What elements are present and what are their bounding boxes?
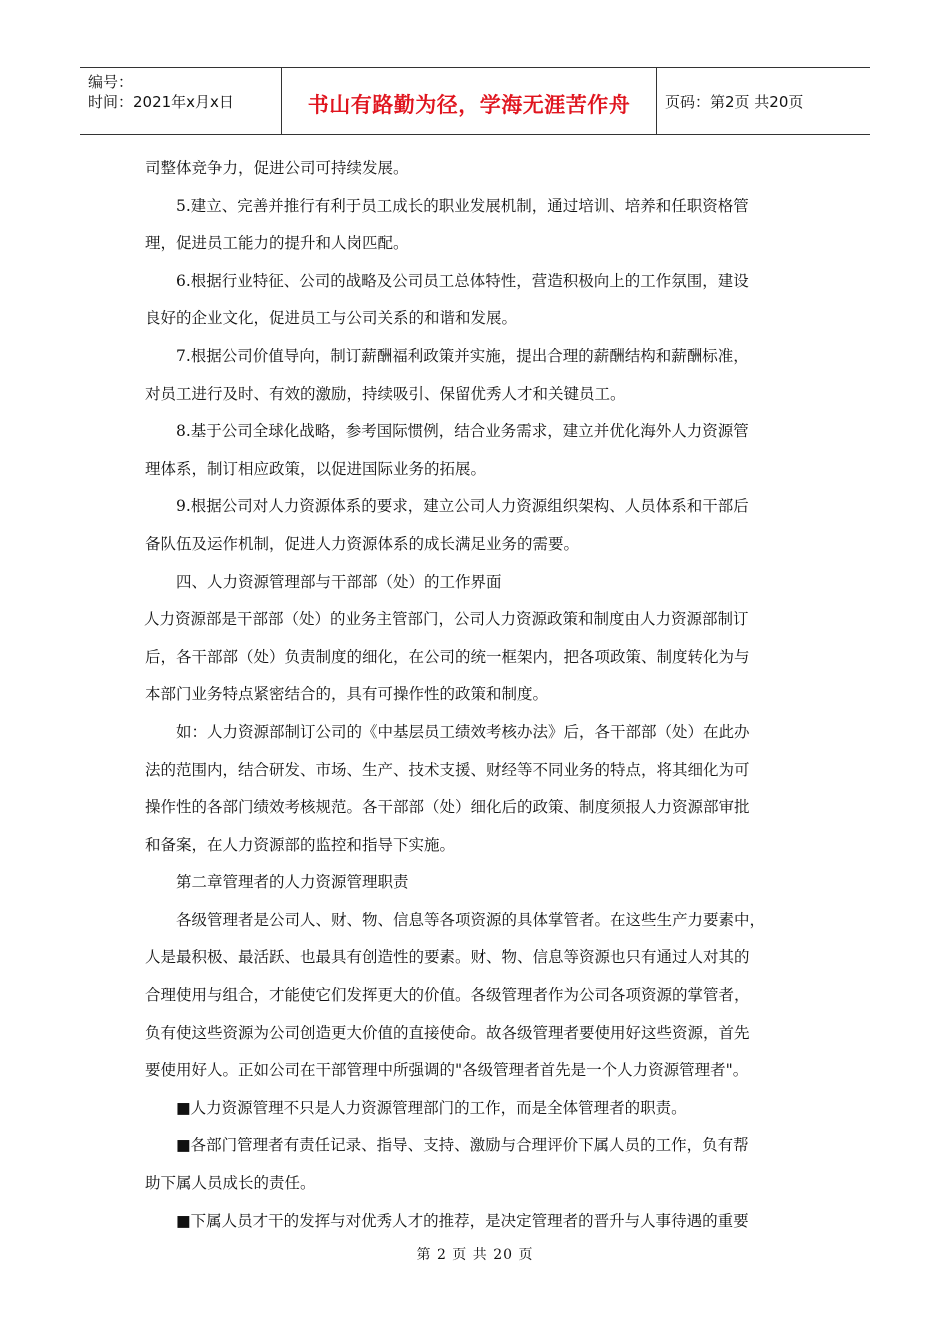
body-line: 7.根据公司价值导向，制订薪酬福利政策并实施，提出合理的薪酬结构和薪酬标准， xyxy=(176,346,749,365)
body-line: 要使用好人。正如公司在干部管理中所强调的"各级管理者首先是一个人力资源管理者"。 xyxy=(145,1061,749,1080)
bullet-line: ■各部门管理者有责任记录、指导、支持、激励与合理评价下属人员的工作，负有帮 xyxy=(176,1136,749,1155)
body-line: 助下属人员成长的责任。 xyxy=(145,1174,316,1193)
body-line: 各级管理者是公司人、财、物、信息等各项资源的具体掌管者。在这些生产力要素中， xyxy=(176,910,766,929)
page-header xyxy=(80,67,870,135)
body-line: 负有使这些资源为公司创造更大价值的直接使命。故各级管理者要使用好这些资源，首先 xyxy=(145,1023,750,1042)
body-line: 法的范围内，结合研发、市场、生产、技术支援、财经等不同业务的特点，将其细化为可 xyxy=(145,760,750,779)
body-line: 如：人力资源部制订公司的《中基层员工绩效考核办法》后，各干部部（处）在此办 xyxy=(176,722,750,741)
body-line: 人是最积极、最活跃、也最具有创造性的要素。财、物、信息等资源也只有通过人对其的 xyxy=(145,948,750,967)
body-line: 6.根据行业特征、公司的战略及公司员工总体特性，营造积极向上的工作氛围，建设 xyxy=(176,271,749,290)
footer-page-number: 第 2 页 共 20 页 xyxy=(416,1247,534,1263)
header-motto-cell xyxy=(282,68,657,134)
body-line: 和备案，在人力资源部的监控和指导下实施。 xyxy=(145,835,456,854)
header-page-number: 页码：第2页 共20页 xyxy=(665,92,804,111)
body-line: 理，促进员工能力的提升和人岗匹配。 xyxy=(145,234,409,253)
bullet-line: ■人力资源管理不只是人力资源管理部门的工作，而是全体管理者的职责。 xyxy=(176,1098,687,1117)
body-line: 良好的企业文化，促进员工与公司关系的和谐和发展。 xyxy=(145,309,518,328)
body-line: 理体系，制订相应政策，以促进国际业务的拓展。 xyxy=(145,459,487,478)
document-body xyxy=(145,150,805,1240)
bullet-line: ■下属人员才干的发挥与对优秀人才的推荐，是决定管理者的晋升与人事待遇的重要 xyxy=(176,1211,749,1230)
body-line: 备队伍及运作机制，促进人力资源体系的成长满足业务的需要。 xyxy=(145,534,580,553)
chapter-heading: 第二章管理者的人力资源管理职责 xyxy=(176,873,409,892)
body-line: 本部门业务特点紧密结合的，具有可操作性的政策和制度。 xyxy=(145,685,549,704)
body-line: 人力资源部是干部部（处）的业务主管部门，公司人力资源政策和制度由人力资源部制订 xyxy=(144,610,749,629)
body-line: 对员工进行及时、有效的激励，持续吸引、保留优秀人才和关键员工。 xyxy=(145,384,626,403)
header-page-cell xyxy=(657,68,870,134)
page-footer xyxy=(0,1244,950,1264)
body-line: 操作性的各部门绩效考核规范。各干部部（处）细化后的政策、制度须报人力资源部审批 xyxy=(145,798,750,817)
document-number-label: 编号： xyxy=(88,73,134,91)
body-line: 司整体竞争力，促进公司可持续发展。 xyxy=(145,159,409,177)
section-heading: 四、人力资源管理部与干部部（处）的工作界面 xyxy=(176,572,502,591)
body-line: 9.根据公司对人力资源体系的要求，建立公司人力资源组织架构、人员体系和干部后 xyxy=(176,497,749,516)
header-info-cell xyxy=(80,68,282,134)
header-motto: 书山有路勤为径，学海无涯苦作舟 xyxy=(307,93,631,117)
document-date-label: 时间：2021年x月x日 xyxy=(88,93,234,111)
body-line: 5.建立、完善并推行有利于员工成长的职业发展机制，通过培训、培养和任职资格管 xyxy=(176,196,749,215)
body-line: 合理使用与组合，才能使它们发挥更大的价值。各级管理者作为公司各项资源的掌管者， xyxy=(145,986,750,1005)
body-line: 后，各干部部（处）负责制度的细化，在公司的统一框架内，把各项政策、制度转化为与 xyxy=(145,647,750,666)
body-line: 8.基于公司全球化战略，参考国际惯例，结合业务需求，建立并优化海外人力资源管 xyxy=(176,422,749,441)
